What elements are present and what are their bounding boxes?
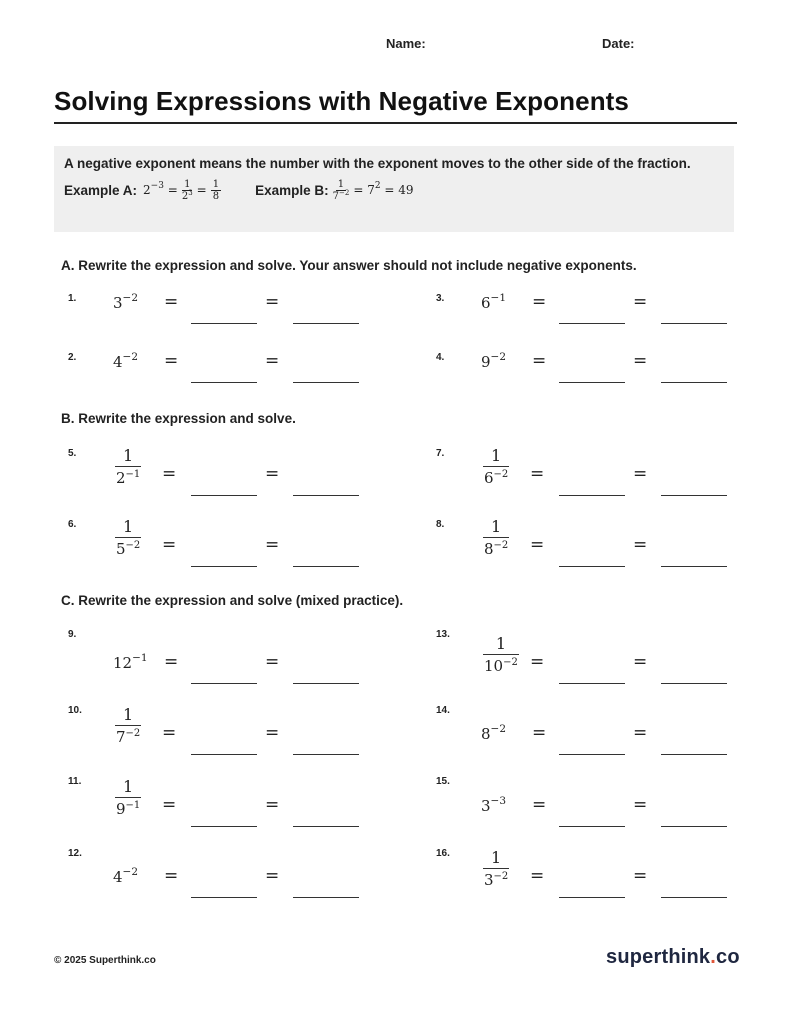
answer-blank-solution[interactable] [293,382,359,383]
answer-blank-solution[interactable] [293,897,359,898]
page-title: Solving Expressions with Negative Exponents [54,86,629,116]
equals-sign: = [530,652,545,672]
problem-number: 14. [436,705,450,716]
equals-sign: = [532,351,547,371]
expression-base: 3 [113,294,123,312]
equals-sign: = [162,723,177,743]
copyright: © 2025 Superthink.co [54,955,156,966]
problem-number: 2. [68,352,77,363]
equals-sign: = [633,292,648,312]
fraction-denominator [483,655,519,677]
expression-exponent: −1 [132,652,148,664]
expression-base: 3 [481,797,491,815]
answer-blank-solution[interactable] [661,495,727,496]
equals-sign: = [532,292,547,312]
equals-sign: = [633,351,648,371]
answer-blank-solution[interactable] [661,683,727,684]
problem-number: 7. [436,448,445,459]
expression-exponent: −1 [490,292,507,304]
fraction-denominator [115,538,141,560]
example-a-label: Example A: [64,182,138,198]
answer-blank-rewrite[interactable] [191,897,257,898]
problem-number: 8. [436,519,445,530]
fraction-numerator: 1 [115,777,141,798]
intro-text: A negative exponent means the number with the exponent moves to the other side of the fraction. [64,156,691,171]
fraction-denominator [483,538,509,560]
equals-sign: = [532,795,547,815]
example-a-fraction-2: $\frac{1}{8}$ [212,178,220,202]
equals-sign: = [633,795,648,815]
equals-sign: = [265,795,280,815]
answer-blank-solution[interactable] [293,683,359,684]
expression-exponent: −2 [490,723,507,735]
expression-exponent: −2 [493,469,509,480]
problem-expression [113,353,138,371]
fraction-numerator: 1 [115,517,141,538]
example-b-expression: = $7^2 = 49$ [353,181,414,197]
brand-tld: co [716,946,740,968]
problem-number: 11. [68,776,82,787]
answer-blank-solution[interactable] [661,754,727,755]
answer-blank-rewrite[interactable] [191,382,257,383]
answer-blank-rewrite[interactable] [559,566,625,567]
problem-expression [481,797,506,815]
expression-base: 2 [116,469,126,487]
fraction-numerator: 1 [483,848,509,869]
date-label: Date: [602,36,635,51]
fraction-numerator: 1 [483,634,519,655]
problem-number: 5. [68,448,77,459]
problem-number: 16. [436,848,450,859]
answer-blank-rewrite[interactable] [191,826,257,827]
problem-expression [481,353,506,371]
expression-base: 7 [116,728,126,746]
brand-dot: . [710,946,717,968]
answer-blank-rewrite[interactable] [559,323,625,324]
problem-expression [481,725,506,743]
expression-base: 9 [116,800,126,818]
section-b-title: B. Rewrite the expression and solve. [61,411,296,426]
fraction-numerator: 1 [115,446,141,467]
expression-base: 10 [484,657,504,675]
expression-base: 12 [113,654,133,672]
fraction-denominator [115,798,141,820]
problem-number: 4. [436,352,445,363]
answer-blank-solution[interactable] [661,897,727,898]
name-label: Name: [386,36,426,51]
equals-sign: = [265,292,280,312]
section-a-title: A. Rewrite the expression and solve. Your answer should not include negative exponents. [61,258,637,273]
answer-blank-rewrite[interactable] [191,566,257,567]
example-a-fraction-1: $\frac{1}{2^3}$ [181,178,193,202]
expression-base: 6 [481,294,491,312]
fraction-numerator: 1 [483,446,509,467]
section-c-title: C. Rewrite the expression and solve (mixed practice). [61,593,404,608]
answer-blank-solution[interactable] [293,495,359,496]
problem-fraction [483,517,509,560]
expression-exponent: −2 [493,540,509,551]
expression-exponent: −1 [125,469,141,480]
problem-number: 13. [436,629,450,640]
example-a-equals: = [196,183,207,197]
expression-exponent: −2 [493,871,509,882]
problem-number: 10. [68,705,82,716]
answer-blank-rewrite[interactable] [191,323,257,324]
equals-sign: = [530,866,545,886]
problem-expression [113,654,148,672]
expression-exponent: −2 [125,540,141,551]
equals-sign: = [265,723,280,743]
problem-number: 9. [68,629,77,640]
example-b-label: Example B: [255,182,329,198]
answer-blank-solution[interactable] [293,754,359,755]
example-b-fraction: $\frac{1}{7^{-2}}$ [332,178,350,202]
expression-base: 8 [481,725,491,743]
answer-blank-solution[interactable] [293,826,359,827]
examples-row [64,176,724,204]
expression-base: 8 [484,540,494,558]
problem-expression [113,294,138,312]
equals-sign: = [265,351,280,371]
problem-number: 3. [436,293,445,304]
problem-expression [113,868,138,886]
expression-base: 6 [484,469,494,487]
problem-fraction [115,777,141,820]
equals-sign: = [265,866,280,886]
expression-exponent: −2 [122,351,139,363]
equals-sign: = [633,723,648,743]
equals-sign: = [530,535,545,555]
intro-box [54,146,734,232]
problem-number: 6. [68,519,77,530]
fraction-numerator: 1 [483,517,509,538]
equals-sign: = [530,464,545,484]
fraction-denominator [115,726,141,748]
equals-sign: = [633,535,648,555]
answer-blank-rewrite[interactable] [559,826,625,827]
answer-blank-solution[interactable] [293,566,359,567]
brand-main: superthink [606,946,711,968]
equals-sign: = [162,795,177,815]
equals-sign: = [633,866,648,886]
equals-sign: = [265,535,280,555]
equals-sign: = [532,723,547,743]
expression-exponent: −2 [122,866,139,878]
expression-exponent: −2 [490,351,507,363]
answer-blank-solution[interactable] [661,826,727,827]
problem-number: 12. [68,848,82,859]
answer-blank-solution[interactable] [661,566,727,567]
fraction-denominator [115,467,141,489]
answer-blank-rewrite[interactable] [559,495,625,496]
example-a-expression: $2^{-3}$ = [143,181,178,197]
answer-blank-solution[interactable] [661,323,727,324]
problem-fraction [115,705,141,748]
problem-fraction [115,446,141,489]
expression-base: 5 [116,540,126,558]
answer-blank-rewrite[interactable] [559,754,625,755]
answer-blank-rewrite[interactable] [559,382,625,383]
expression-exponent: −3 [490,795,507,807]
equals-sign: = [164,351,179,371]
equals-sign: = [164,292,179,312]
answer-blank-rewrite[interactable] [559,897,625,898]
problem-number: 1. [68,293,77,304]
problem-fraction [483,848,509,891]
fraction-denominator [483,869,509,891]
equals-sign: = [164,652,179,672]
equals-sign: = [633,464,648,484]
answer-blank-rewrite[interactable] [191,683,257,684]
expression-base: 4 [113,868,123,886]
problem-fraction [115,517,141,560]
problem-expression [481,294,506,312]
fraction-denominator [483,467,509,489]
title-rule [54,122,737,124]
equals-sign: = [164,866,179,886]
fraction-numerator: 1 [115,705,141,726]
expression-exponent: −2 [122,292,139,304]
answer-blank-solution[interactable] [293,323,359,324]
expression-base: 3 [484,871,494,889]
expression-exponent: −2 [125,728,141,739]
problem-fraction [483,634,519,677]
problem-number: 15. [436,776,450,787]
expression-exponent: −2 [503,657,518,668]
answer-blank-rewrite[interactable] [191,754,257,755]
equals-sign: = [162,535,177,555]
expression-base: 4 [113,353,123,371]
answer-blank-rewrite[interactable] [191,495,257,496]
expression-base: 9 [481,353,491,371]
brand-logo [606,946,740,969]
equals-sign: = [633,652,648,672]
equals-sign: = [162,464,177,484]
answer-blank-solution[interactable] [661,382,727,383]
expression-exponent: −1 [125,800,141,811]
equals-sign: = [265,464,280,484]
problem-fraction [483,446,509,489]
answer-blank-rewrite[interactable] [559,683,625,684]
equals-sign: = [265,652,280,672]
